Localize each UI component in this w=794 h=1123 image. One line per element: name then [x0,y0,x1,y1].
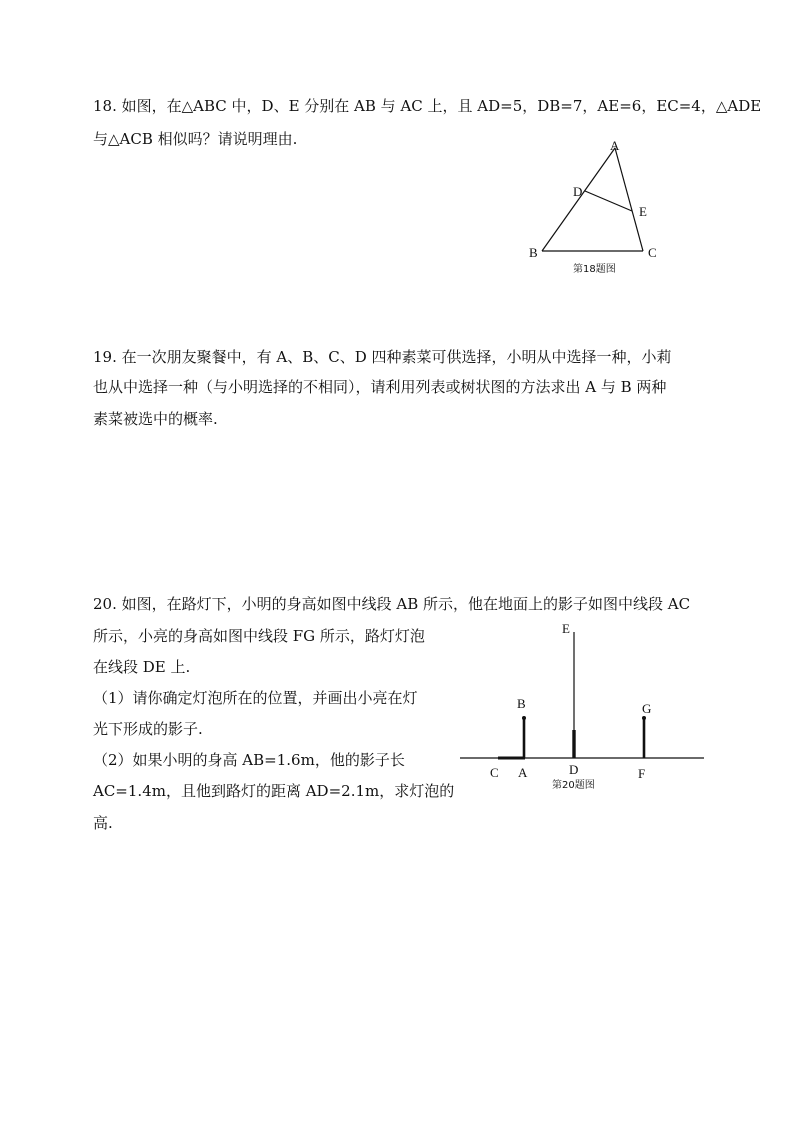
point-b-label: B [529,245,538,260]
q20-streetlight-figure [458,618,708,798]
q20-text-line-2: 所示，小亮的身高如图中线段 FG 所示，路灯灯泡 [93,627,425,645]
point-c-label: C [490,765,499,780]
q20-text-line-7: AC=1.4m，且他到路灯的距离 AD=2.1m，求灯泡的 [93,782,455,800]
point-e-label: E [639,204,647,219]
q20-text-line-8: 高. [93,814,113,832]
point-a-label: A [610,138,620,153]
q18-text-line-2: 与△ACB 相似吗？请说明理由. [93,130,298,148]
q20-text-line-6: （2）如果小明的身高 AB=1.6m，他的影子长 [93,751,405,769]
q19-text-line-3: 素菜被选中的概率. [93,410,218,428]
q18-triangle-figure [520,134,670,280]
point-d-label: D [573,184,583,199]
point-e-label: E [562,621,570,636]
point-b-dot [522,716,526,720]
q20-text-line-1: 20. 如图，在路灯下，小明的身高如图中线段 AB 所示，他在地面上的影子如图中线段 AC [93,595,691,613]
q18-figure-caption: 第18题图 [573,264,616,275]
segment-ac [615,148,643,251]
point-g-dot [642,716,646,720]
q20-text-line-5: 光下形成的影子. [93,720,203,738]
point-f-label: F [638,766,646,781]
point-a-label: A [518,765,528,780]
point-c-label: C [648,245,657,260]
segment-de [585,191,632,211]
point-d-label: D [569,762,579,777]
q20-figure-caption: 第20题图 [552,780,595,791]
point-b-label: B [517,696,526,711]
q20-text-line-4: （1）请你确定灯泡所在的位置，并画出小亮在灯 [93,689,418,707]
q19-text-line-1: 19. 在一次朋友聚餐中，有 A、B、C、D 四种素菜可供选择，小明从中选择一种，小莉 [93,348,672,366]
point-g-label: G [642,701,652,716]
q18-text-line-1: 18. 如图，在△ABC 中，D、E 分别在 AB 与 AC 上，且 AD=5，DB=7，AE=6，EC=4，△ADE [93,97,762,115]
q20-text-line-3: 在线段 DE 上. [93,658,191,676]
q19-text-line-2: 也从中选择一种（与小明选择的不相同），请利用列表或树状图的方法求出 A 与 B 两种 [93,378,667,396]
